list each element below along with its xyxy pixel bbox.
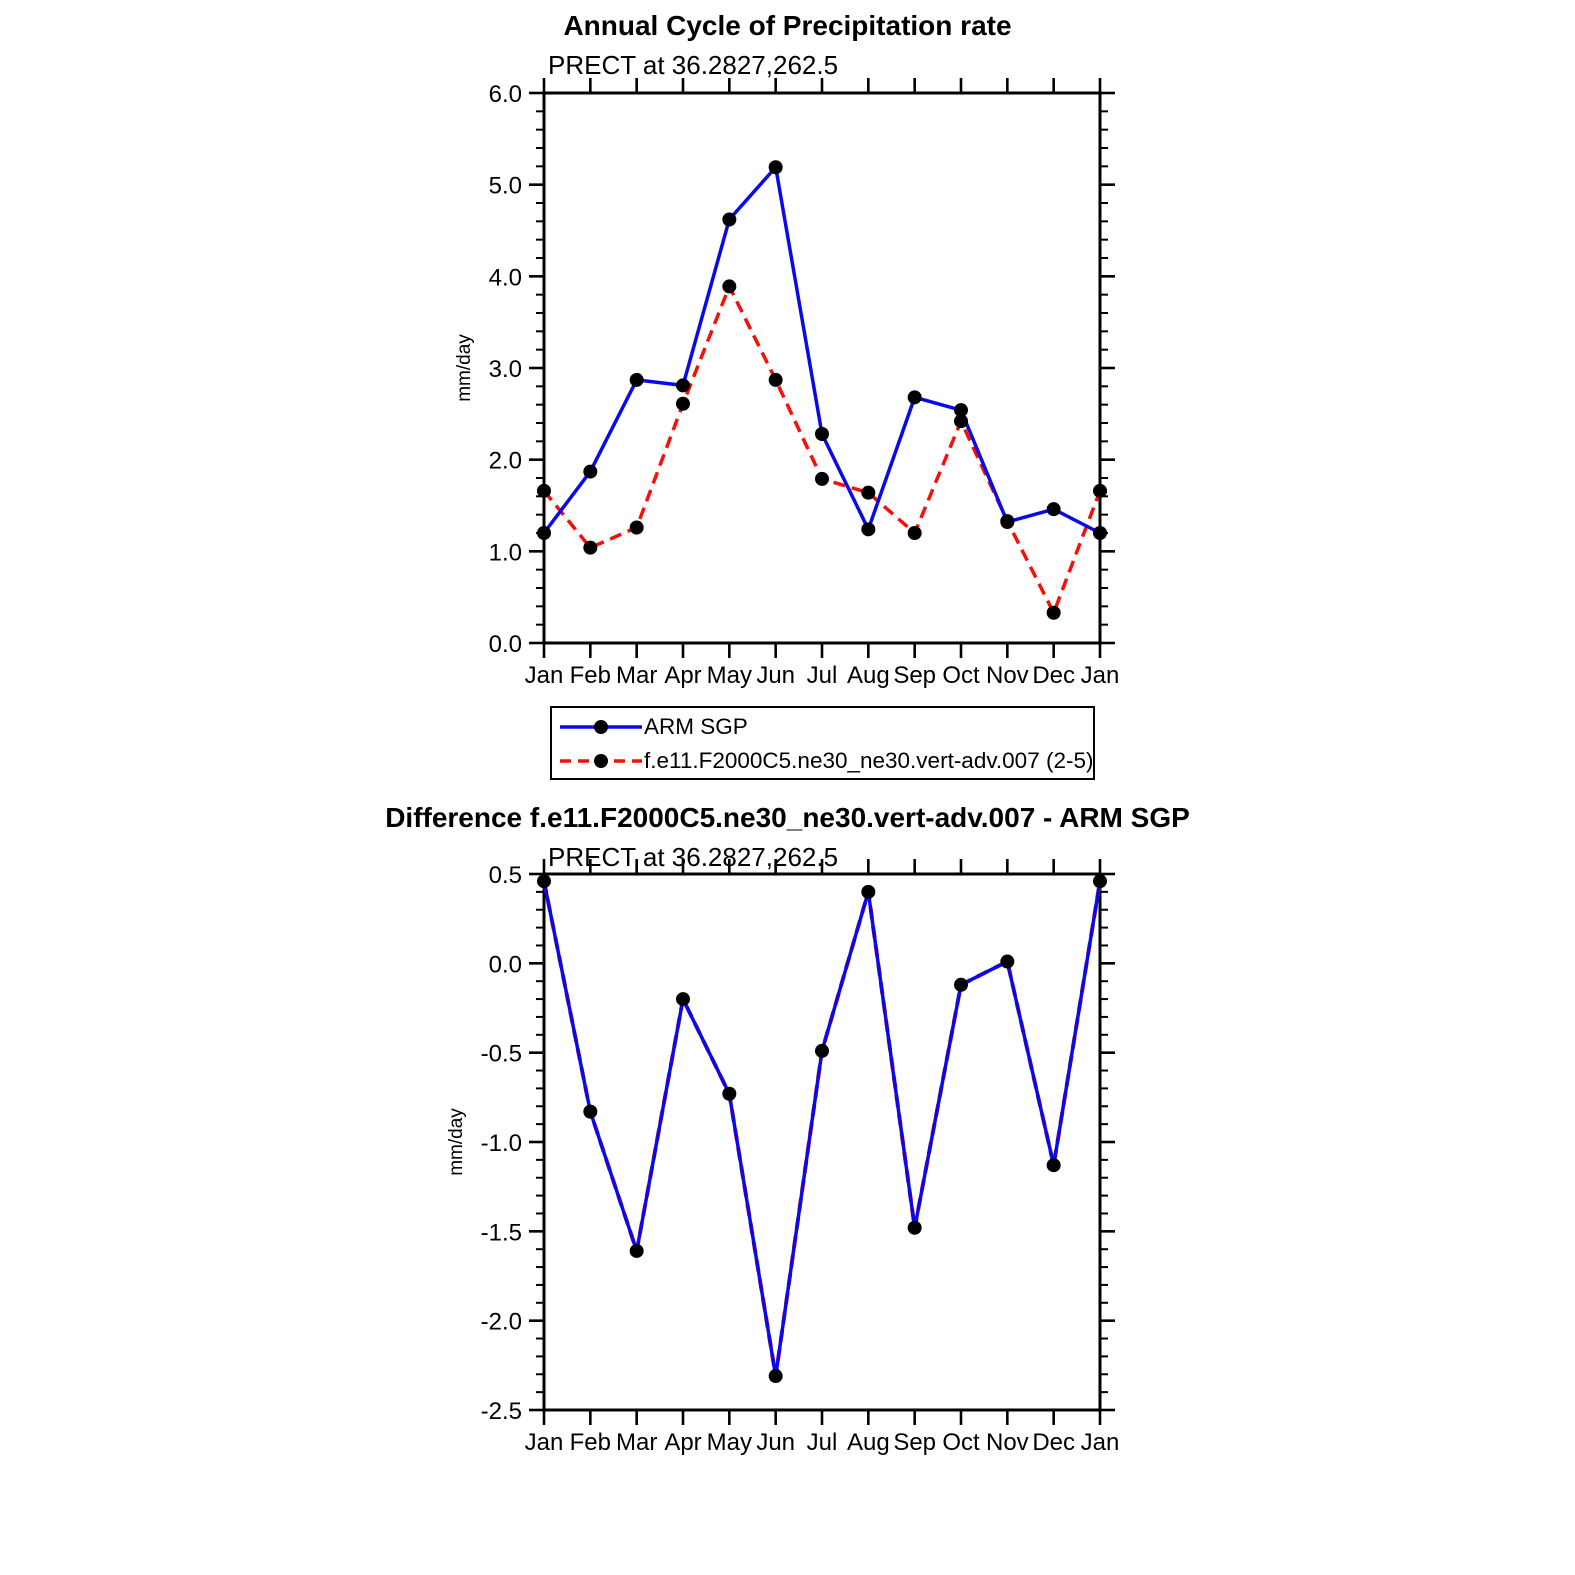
y-tick-label: -2.0 xyxy=(480,1308,522,1336)
legend-line-dashed-sample-icon xyxy=(558,752,644,770)
x-tick-label: Jun xyxy=(756,1429,796,1456)
x-tick-label: Apr xyxy=(664,1429,702,1456)
data-point-marker xyxy=(861,522,875,536)
data-point-marker xyxy=(1093,484,1107,498)
data-point-marker xyxy=(583,541,597,555)
x-tick-label: Aug xyxy=(846,1429,890,1456)
data-point-marker xyxy=(537,874,551,888)
y-tick-label: -2.5 xyxy=(480,1398,522,1425)
data-point-marker xyxy=(630,521,644,535)
data-point-marker xyxy=(537,526,551,540)
data-point-marker xyxy=(1047,1158,1061,1172)
top-chart-subtitle: PRECT at 36.2827,262.5 xyxy=(548,50,839,80)
data-point-marker xyxy=(1093,874,1107,888)
y-axis-title: mm/day xyxy=(454,334,475,402)
x-tick-label: Jan xyxy=(524,1429,564,1456)
x-tick-label: Jul xyxy=(806,662,838,689)
data-point-marker xyxy=(722,1087,736,1101)
data-point-marker xyxy=(537,484,551,498)
legend-label-obs: ARM SGP xyxy=(644,714,748,739)
data-point-marker xyxy=(908,526,922,540)
data-point-marker xyxy=(815,472,829,486)
y-tick-label: 0.0 xyxy=(488,631,522,658)
data-point-marker xyxy=(676,378,690,392)
x-tick-label: Apr xyxy=(664,662,702,689)
data-point-marker xyxy=(1093,526,1107,540)
x-tick-label: Jul xyxy=(806,1429,838,1456)
data-point-marker xyxy=(815,427,829,441)
data-point-marker xyxy=(769,373,783,387)
x-tick-label: Dec xyxy=(1032,662,1076,689)
x-tick-label: Dec xyxy=(1032,1429,1076,1456)
y-axis-title: mm/day xyxy=(446,1108,467,1176)
top-chart-title: Annual Cycle of Precipitation rate xyxy=(563,10,1012,41)
data-point-marker xyxy=(583,465,597,479)
data-point-marker xyxy=(676,397,690,411)
y-tick-label: 1.0 xyxy=(488,539,522,567)
x-tick-label: Sep xyxy=(893,1429,937,1456)
legend-box xyxy=(550,706,1095,780)
plot-frame xyxy=(544,874,1100,1410)
data-point-marker xyxy=(583,1105,597,1119)
x-tick-label: Jun xyxy=(756,662,796,689)
legend-label-model: f.e11.F2000C5.ne30_ne30.vert-adv.007 (2-5) xyxy=(644,748,1094,773)
series-line-underlay xyxy=(544,881,1100,1376)
data-point-marker xyxy=(815,1044,829,1058)
x-tick-label: Feb xyxy=(569,1429,612,1456)
x-tick-label: Aug xyxy=(846,662,890,689)
legend-item-obs xyxy=(558,712,748,742)
y-tick-label: -1.5 xyxy=(480,1219,522,1247)
y-tick-label: -1.0 xyxy=(480,1130,522,1157)
x-tick-label: Mar xyxy=(615,1429,658,1456)
series-line xyxy=(544,881,1100,1376)
data-point-marker xyxy=(1000,514,1014,528)
x-tick-label: Oct xyxy=(942,1429,980,1456)
y-tick-label: 3.0 xyxy=(488,356,522,383)
data-point-marker xyxy=(1047,502,1061,516)
data-point-marker xyxy=(676,992,690,1006)
x-tick-label: Sep xyxy=(893,662,937,689)
legend-item-model xyxy=(558,746,1093,776)
y-tick-label: 0.5 xyxy=(488,862,522,889)
y-tick-label: 4.0 xyxy=(488,264,522,292)
x-tick-label: Nov xyxy=(985,662,1029,689)
bottom-chart xyxy=(446,859,1119,1456)
data-point-marker xyxy=(861,885,875,899)
y-tick-label: -0.5 xyxy=(480,1040,522,1068)
y-tick-label: 5.0 xyxy=(488,172,522,200)
series-line xyxy=(544,286,1100,612)
top-chart xyxy=(454,78,1119,689)
data-point-marker xyxy=(1000,955,1014,969)
data-point-marker xyxy=(954,414,968,428)
data-point-marker xyxy=(908,390,922,404)
x-tick-label: May xyxy=(706,662,753,689)
bottom-chart-title: Difference f.e11.F2000C5.ne30_ne30.vert-adv.007 - ARM SGP xyxy=(385,802,1190,833)
data-point-marker xyxy=(1047,606,1061,620)
x-tick-label: Nov xyxy=(985,1429,1029,1456)
x-tick-label: Oct xyxy=(942,662,980,689)
y-tick-label: 6.0 xyxy=(488,81,522,108)
y-tick-label: 0.0 xyxy=(488,951,522,979)
data-point-marker xyxy=(954,978,968,992)
plot-frame xyxy=(544,93,1100,643)
data-point-marker xyxy=(908,1221,922,1235)
x-tick-label: Jan xyxy=(1080,662,1120,689)
x-tick-label: Mar xyxy=(615,662,658,689)
y-tick-label: 2.0 xyxy=(488,447,522,475)
data-point-marker xyxy=(630,1244,644,1258)
data-point-marker xyxy=(722,213,736,227)
data-point-marker xyxy=(722,279,736,293)
x-tick-label: Feb xyxy=(569,662,612,689)
x-tick-label: May xyxy=(706,1429,753,1456)
data-point-marker xyxy=(769,160,783,174)
data-point-marker xyxy=(769,1369,783,1383)
legend-line-solid-sample-icon xyxy=(558,718,644,736)
x-tick-label: Jan xyxy=(524,662,564,689)
data-point-marker xyxy=(861,486,875,500)
data-point-marker xyxy=(630,373,644,387)
bottom-chart-subtitle: PRECT at 36.2827,262.5 xyxy=(548,842,839,872)
x-tick-label: Jan xyxy=(1080,1429,1120,1456)
